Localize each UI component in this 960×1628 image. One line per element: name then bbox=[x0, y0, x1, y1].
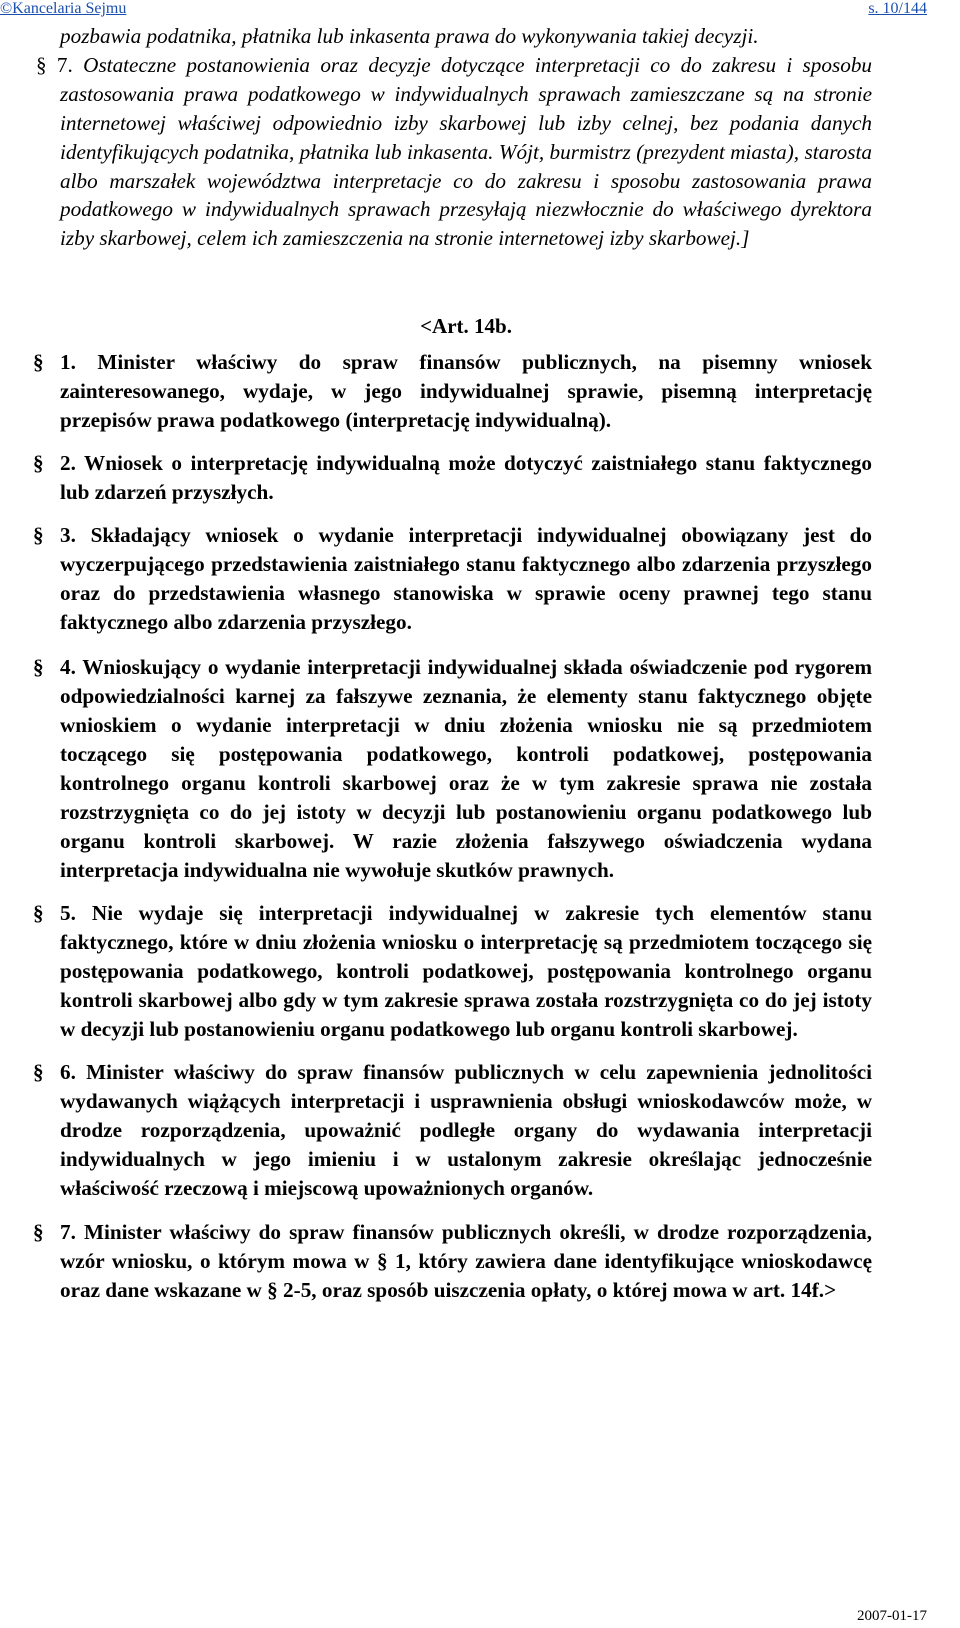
paragraph-marker: § bbox=[33, 451, 44, 476]
paragraph-text: Minister właściwy do spraw finansów publicznych określi, w drodze rozporządzenia, wzór wniosku, o którym mowa w § 1, który zawiera dane identyfikujące wnioskodawcę oraz dane wskazane w § 2-5, oraz sposób uiszczenia opłaty, o której mowa w art. 14f.> bbox=[60, 1220, 873, 1303]
paragraph-text: Ostateczne postanowienia oraz decyzje dotyczące interpretacji co do zakresu i sposobu zastosowania prawa podatkowego w indywidualnych sprawach zamieszczane są na stronie internetowej właściwej odpowiednio izby skarbowej lub izby celnej, bez podania danych identyfikujących podatnika, płatnika lub inkasenta. Wójt, burmistrz (prezydent miasta), starosta albo marszałek województwa interpretacje co do zakresu i sposobu zastosowania prawa podatkowego w indywidualnych sprawach przesyłają niezwłocznie do właściwego dyrektora izby skarbowej, celem ich zamieszczenia na stronie internetowej izby skarbowej.] bbox=[60, 52, 873, 251]
article-paragraph-6 bbox=[33, 1058, 872, 1203]
paragraph-marker: § bbox=[36, 52, 47, 77]
paragraph-number: 4. bbox=[60, 655, 76, 680]
header-page-number[interactable]: s. 10/144 bbox=[868, 0, 927, 17]
footer-date: 2007-01-17 bbox=[857, 1608, 927, 1624]
article-paragraph-7 bbox=[33, 1218, 873, 1305]
paragraph-number: 6. bbox=[60, 1060, 76, 1085]
paragraph-text: Składający wniosek o wydanie interpretacji indywidualnej obowiązany jest do wyczerpującego przedstawienia zaistniałego stanu faktycznego albo zdarzenia przyszłego oraz do przedstawienia własnego stanowiska w sprawie oceny prawnej tego stanu faktycznego albo zdarzenia przyszłego. bbox=[60, 523, 872, 635]
paragraph-number: 7. bbox=[56, 52, 73, 77]
paragraph-text: Wniosek o interpretację indywidualną może dotyczyć zaistniałego stanu faktycznego lub zdarzeń przyszłych. bbox=[60, 451, 872, 505]
paragraph-marker: § bbox=[33, 901, 44, 926]
paragraph-text: Wnioskujący o wydanie interpretacji indywidualnej składa oświadczenie pod rygorem odpowiedzialności karnej za fałszywe zeznania, że elementy stanu faktycznego objęte wnioskiem o wydanie interpretacji w dniu złożenia wniosku nie są przedmiotem toczącego się postępowania podatkowego, kontroli podatkowej, postępowania kontrolnego organu kontroli skarbowej oraz że w tym zakresie sprawa nie została rozstrzygnięta co do jej istoty w decyzji lub postanowieniu organu podatkowego lub organu kontroli skarbowej. W razie złożenia fałszywego oświadczenia wydana interpretacja indywidualna nie wywołuje skutków prawnych. bbox=[60, 655, 872, 883]
article-paragraph-1 bbox=[33, 348, 872, 435]
paragraph-number: 7. bbox=[60, 1220, 76, 1245]
article-paragraph-4 bbox=[33, 653, 872, 885]
paragraph-number: 5. bbox=[60, 901, 76, 926]
article-paragraph-5 bbox=[33, 899, 872, 1044]
header-publisher[interactable]: ©Kancelaria Sejmu bbox=[0, 0, 127, 17]
paragraph-text: Nie wydaje się interpretacji indywidualnej w zakresie tych elementów stanu faktycznego, które w dniu złożenia wniosku o interpretację są przedmiotem toczącego się postępowania podatkowego, kontroli podatkowej, postępowania kontrolnego organu kontroli skarbowej albo gdy w tym zakresie sprawa została rozstrzygnięta co do jej istoty w decyzji lub postanowieniu organu podatkowego lub organu kontroli skarbowej. bbox=[60, 901, 872, 1042]
continuation-text: pozbawia podatnika, płatnika lub inkasenta prawa do wykonywania takiej decyzji. bbox=[60, 24, 759, 48]
paragraph-text: Minister właściwy do spraw finansów publicznych w celu zapewnienia jednolitości wydawanych wiążących interpretacji i usprawnienia obsługi wnioskodawców może, w drodze rozporządzenia, upoważnić podległe organy do wydawania interpretacji indywidualnych w jego imieniu i w ustalonym zakresie określając jednocześnie właściwość rzeczową i miejscową upoważnionych organów. bbox=[60, 1060, 872, 1201]
paragraph-number: 1. bbox=[60, 350, 76, 375]
paragraph-number: 3. bbox=[60, 523, 76, 548]
document-body bbox=[33, 22, 873, 1305]
paragraph-7-italic bbox=[36, 51, 873, 253]
paragraph-marker: § bbox=[33, 1060, 44, 1085]
paragraph-marker: § bbox=[33, 523, 44, 548]
paragraph-marker: § bbox=[33, 350, 44, 375]
article-paragraph-3 bbox=[33, 521, 872, 637]
paragraph-marker: § bbox=[33, 1220, 44, 1245]
article-title: <Art. 14b. bbox=[420, 314, 512, 339]
article-paragraph-2 bbox=[33, 449, 872, 507]
paragraph-number: 2. bbox=[60, 451, 76, 476]
paragraph-marker: § bbox=[33, 655, 44, 680]
paragraph-text: Minister właściwy do spraw finansów publicznych, na pisemny wniosek zainteresowanego, wydaje, w jego indywidualnej sprawie, pisemną interpretację przepisów prawa podatkowego (interpretację indywidualną). bbox=[60, 350, 872, 433]
